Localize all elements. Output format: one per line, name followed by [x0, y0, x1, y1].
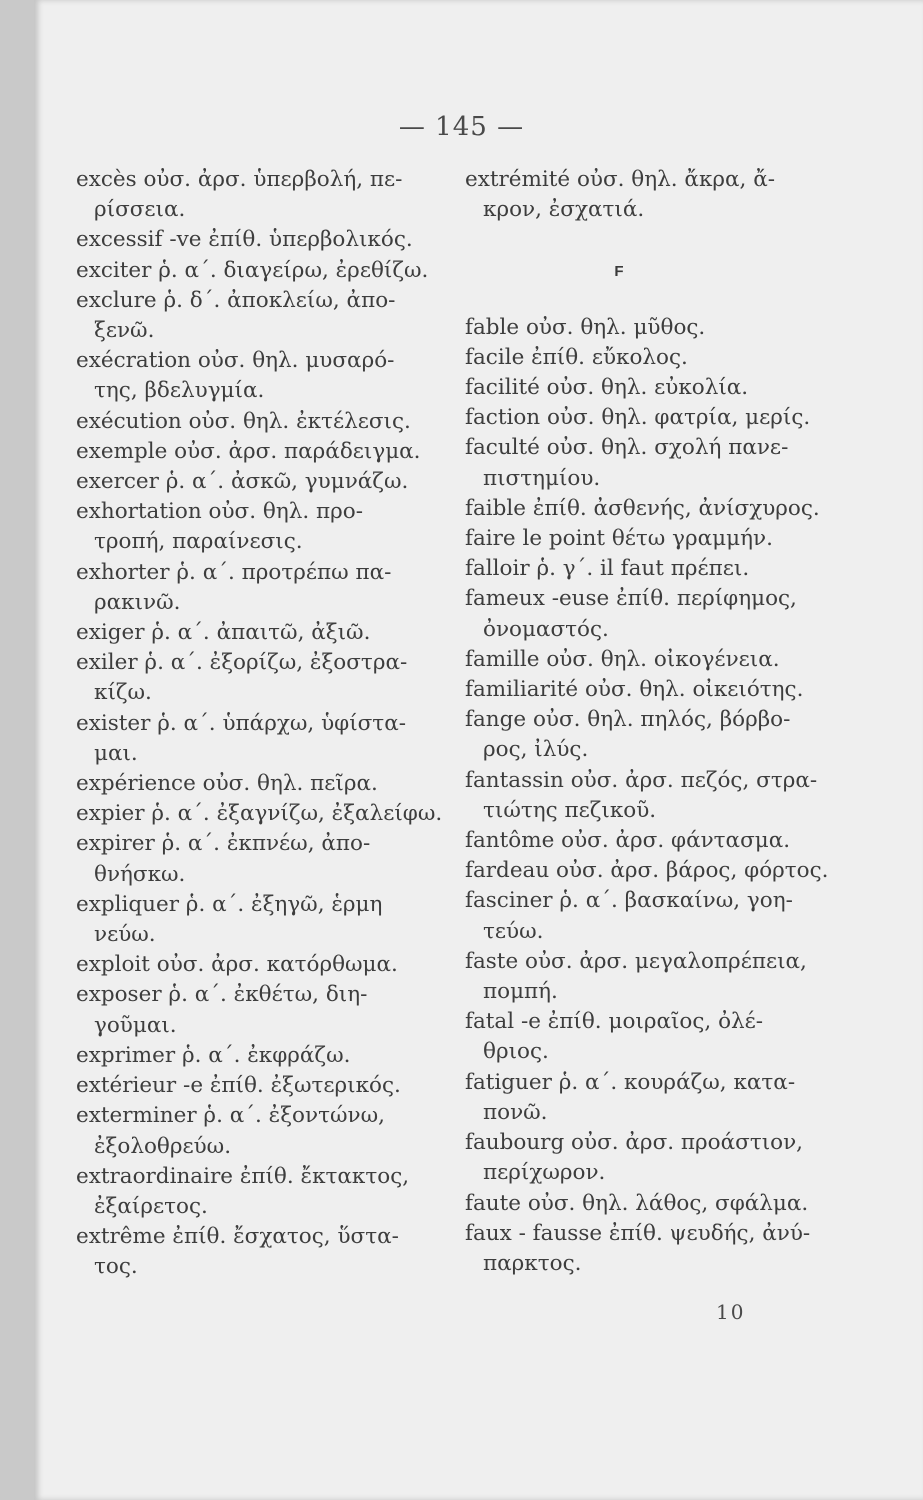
entry-headline: expirer ῥ. α΄. ἐκπνέω, ἀπο- [76, 831, 371, 857]
dictionary-entry [465, 1128, 843, 1188]
entry-continuation: παρκτος. [483, 1250, 582, 1276]
dictionary-entry [76, 1162, 436, 1222]
dictionary-entry [76, 165, 436, 225]
dictionary-entry [465, 675, 843, 705]
dictionary-entry [465, 856, 843, 886]
dictionary-entry [76, 346, 436, 406]
entry-continuation: ρακινῶ. [94, 589, 181, 615]
entry-headline: faculté οὐσ. θηλ. σχολή πανε- [465, 435, 789, 461]
entry-headline: fatal -e ἐπίθ. μοιραῖος, ὀλέ- [465, 1009, 764, 1035]
dictionary-entry [76, 950, 436, 980]
entry-continuation: τροπή, παραίνεσις. [94, 529, 303, 555]
dictionary-entry [76, 799, 443, 829]
dictionary-entry [465, 645, 843, 675]
dictionary-entry [76, 769, 436, 799]
dictionary-entry [465, 1219, 843, 1279]
entry-continuation: ρίσσεια. [94, 197, 186, 223]
left-column [76, 165, 443, 1283]
dictionary-entry [76, 558, 436, 618]
entry-continuation: πονῶ. [483, 1099, 548, 1125]
entry-headline: exhorter ῥ. α΄. προτρέπω πα- [76, 559, 392, 585]
entry-continuation: θριος. [483, 1039, 549, 1065]
entry-headline: extrême ἐπίθ. ἔσχατος, ὕστα- [76, 1224, 399, 1250]
section-letter: F [614, 263, 624, 281]
entry-continuation: κίζω. [94, 680, 152, 706]
entry-continuation: ἐξαίρετος. [94, 1193, 208, 1219]
dictionary-entry [76, 1222, 436, 1282]
dictionary-entry [76, 648, 436, 708]
entry-headline: fantassin οὐσ. ἀρσ. πεζός, στρα- [465, 767, 818, 793]
dictionary-entry [465, 766, 843, 826]
dictionary-entry [76, 1101, 436, 1161]
entry-headline: exécution οὐσ. θηλ. ἐκτέλεσις. [76, 408, 411, 434]
dictionary-entry [465, 165, 843, 225]
dictionary-entry [465, 584, 843, 644]
dictionary-entry [76, 1041, 436, 1071]
dictionary-entry [465, 947, 843, 1007]
entry-headline: exclure ῥ. δ΄. ἀποκλείω, ἀπο- [76, 287, 396, 313]
dictionary-entry [76, 890, 436, 950]
dictionary-entry [76, 407, 436, 437]
entry-headline: fable οὐσ. θηλ. μῦθος. [465, 314, 706, 340]
entry-headline: facile ἐπίθ. εὔκολος. [465, 344, 688, 370]
entry-headline: exhortation οὐσ. θηλ. προ- [76, 499, 363, 525]
dictionary-entry [465, 705, 843, 765]
entry-continuation: ὀνομαστός. [483, 616, 609, 642]
entry-headline: extraordinaire ἐπίθ. ἔκτακτος, [76, 1163, 410, 1189]
dictionary-entry [465, 373, 843, 403]
dictionary-entry [76, 497, 436, 557]
signature-mark: 10 [716, 1300, 746, 1324]
entry-continuation: πιστημίου. [483, 465, 601, 491]
dictionary-entry [465, 886, 843, 946]
entry-headline: exploit οὐσ. ἀρσ. κατόρθωμα. [76, 952, 398, 978]
entry-continuation: ξενῶ. [94, 318, 155, 344]
dictionary-entry [76, 1071, 436, 1101]
entry-headline: faubourg οὐσ. ἀρσ. προάστιον, [465, 1130, 803, 1156]
entry-headline: exciter ῥ. α΄. διαγείρω, ἐρεθίζω. [76, 257, 429, 283]
entry-headline: exposer ῥ. α΄. ἐκθέτω, διη- [76, 982, 368, 1008]
entry-headline: exprimer ῥ. α΄. ἐκφράζω. [76, 1042, 351, 1068]
dictionary-entry [465, 494, 843, 524]
dictionary-entry [465, 554, 843, 584]
dictionary-entry [76, 467, 436, 497]
entry-headline: faible ἐπίθ. ἀσθενής, ἀνίσχυρος. [465, 495, 820, 521]
dictionary-entry [465, 1007, 843, 1067]
right-column [465, 165, 843, 1279]
dictionary-entry [465, 1189, 843, 1219]
dictionary-entry [465, 1068, 843, 1128]
dictionary-entry [76, 709, 436, 769]
entry-headline: exercer ῥ. α΄. ἀσκῶ, γυμνάζω. [76, 469, 409, 495]
entry-headline: facilité οὐσ. θηλ. εὐκολία. [465, 375, 749, 401]
entry-continuation: τεύω. [483, 918, 544, 944]
dictionary-entry [76, 256, 436, 286]
entry-continuation: της, βδελυγμία. [94, 378, 265, 404]
entry-headline: expérience οὐσ. θηλ. πεῖρα. [76, 771, 378, 797]
entry-continuation: τιώτης πεζικοῦ. [483, 797, 657, 823]
dictionary-entry [76, 618, 436, 648]
entry-headline: fardeau οὐσ. ἀρσ. βάρος, φόρτος. [465, 858, 829, 884]
entry-continuation: κρον, ἐσχατιά. [483, 197, 645, 223]
dictionary-entry [465, 313, 843, 343]
entry-continuation: μαι. [94, 740, 138, 766]
entry-headline: fasciner ῥ. α΄. βασκαίνω, γοη- [465, 888, 793, 914]
entry-continuation: πομπή. [483, 979, 558, 1005]
entry-headline: excessif -ve ἐπίθ. ὑπερβολικός. [76, 227, 413, 253]
entry-headline: exemple οὐσ. ἀρσ. παράδειγμα. [76, 438, 421, 464]
entry-headline: faire le point θέτω γραμμήν. [465, 526, 773, 552]
entry-headline: expliquer ῥ. α΄. ἐξηγῶ, ἑρμη [76, 891, 383, 917]
entry-headline: fange οὐσ. θηλ. πηλός, βόρβο- [465, 707, 791, 733]
dictionary-entry [465, 433, 843, 493]
entry-headline: fameux -euse ἐπίθ. περίφημος, [465, 586, 797, 612]
entry-headline: fantôme οὐσ. ἀρσ. φάντασμα. [465, 828, 791, 854]
entry-continuation: γοῦμαι. [94, 1012, 177, 1038]
entry-headline: faction οὐσ. θηλ. φατρία, μερίς. [465, 405, 811, 431]
entry-headline: exécration οὐσ. θηλ. μυσαρό- [76, 348, 395, 374]
dictionary-entry [76, 437, 436, 467]
entry-headline: famille οὐσ. θηλ. οἰκογένεια. [465, 646, 780, 672]
entry-headline: extérieur -e ἐπίθ. ἐξωτερικός. [76, 1073, 401, 1099]
dictionary-entry [76, 225, 436, 255]
entry-continuation: περίχωρον. [483, 1160, 606, 1186]
dictionary-entry [76, 829, 436, 889]
book-gutter [0, 0, 36, 1500]
page-number: — 145 — [398, 112, 525, 142]
entry-headline: faste οὐσ. ἀρσ. μεγαλοπρέπεια, [465, 948, 807, 974]
entry-continuation: ἐξολοθρεύω. [94, 1133, 232, 1159]
entry-headline: excès οὐσ. ἀρσ. ὑπερβολή, πε- [76, 167, 403, 192]
dictionary-entry [465, 826, 843, 856]
entry-headline: faux - fausse ἐπίθ. ψευδής, ἀνύ- [465, 1220, 811, 1246]
entry-continuation: νεύω. [94, 922, 156, 948]
entry-headline: exister ῥ. α΄. ὑπάρχω, ὑφίστα- [76, 710, 406, 736]
entry-headline: exiler ῥ. α΄. ἐξορίζω, ἐξοστρα- [76, 650, 408, 676]
dictionary-entry [465, 403, 843, 433]
dictionary-entry [76, 980, 436, 1040]
entry-continuation: τος. [94, 1254, 138, 1280]
entry-headline: faute οὐσ. θηλ. λάθος, σφάλμα. [465, 1190, 809, 1216]
dictionary-entry [465, 343, 843, 373]
entry-headline: exiger ῥ. α΄. ἀπαιτῶ, ἀξιῶ. [76, 620, 371, 646]
dictionary-entry [76, 286, 436, 346]
entry-headline: expier ῥ. α΄. ἐξαγνίζω, ἐξαλείφω. [76, 801, 443, 827]
entry-headline: exterminer ῥ. α΄. ἐξοντώνω, [76, 1103, 385, 1129]
entry-headline: extrémité οὐσ. θηλ. ἄκρα, ἄ- [465, 167, 775, 192]
entry-continuation: ρος, ἰλύς. [483, 737, 589, 763]
dictionary-entry [465, 524, 843, 554]
entry-headline: fatiguer ῥ. α΄. κουράζω, κατα- [465, 1069, 796, 1095]
entry-headline: familiarité οὐσ. θηλ. οἰκειότης. [465, 677, 804, 703]
entry-continuation: θνήσκω. [94, 861, 186, 887]
entry-headline: falloir ῥ. γ΄. il faut πρέπει. [465, 556, 750, 582]
